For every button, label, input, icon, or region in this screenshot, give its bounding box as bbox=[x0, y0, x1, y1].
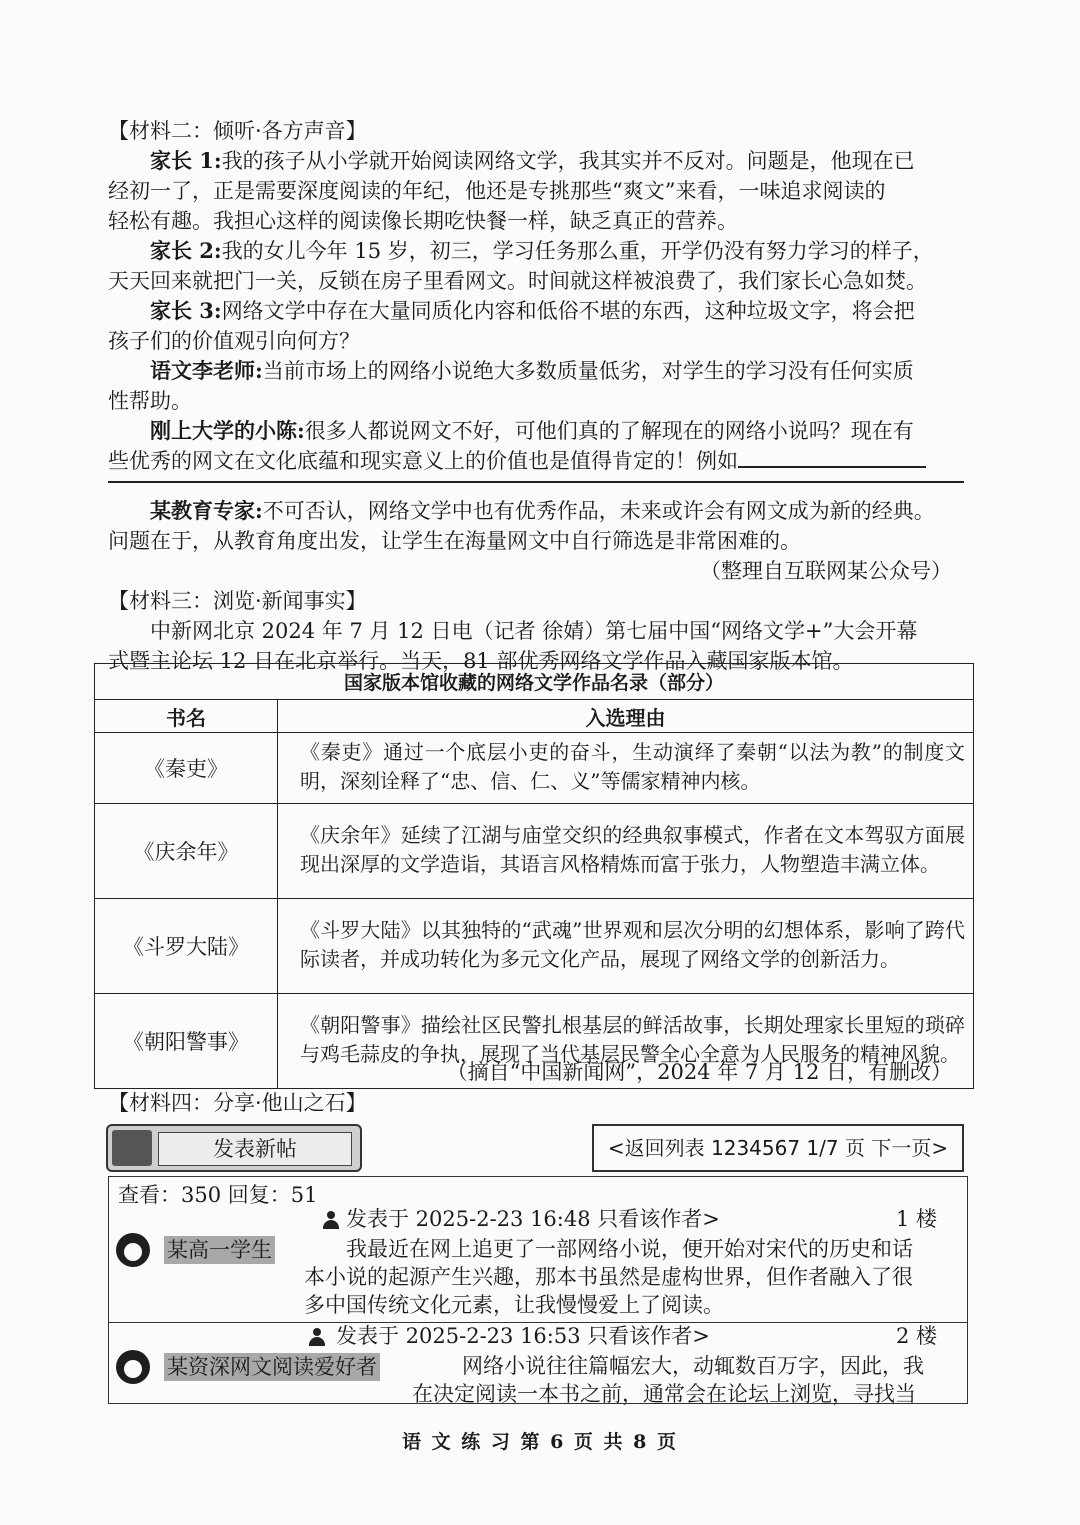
paragraph-text: 很多人都说网文不好，可他们真的了解现在的网络小说吗？现在有 bbox=[304, 419, 914, 443]
post1-line3: 多中国传统文化元素，让我慢慢爱上了阅读。 bbox=[304, 1293, 724, 1317]
teacher-line2: 性帮助。 bbox=[108, 389, 192, 413]
book-name: 《斗罗大陆》 bbox=[95, 899, 278, 994]
speaker-label: 家长 2: bbox=[150, 238, 222, 263]
book-reason: 《斗罗大陆》以其独特的“武魂”世界观和层次分明的幻想体系，影响了跨代际读者，并成功转化为多元文化产品，展现了网络文学的创新活力。 bbox=[278, 899, 974, 994]
paragraph-text: 些优秀的网文在文化底蕴和现实意义上的价值也是值得肯定的！例如 bbox=[108, 449, 738, 473]
speaker-label: 刚上大学的小陈: bbox=[150, 418, 305, 443]
new-post-label: 发表新帖 bbox=[158, 1132, 352, 1166]
table-row bbox=[95, 804, 974, 899]
student-line1 bbox=[150, 416, 914, 446]
column-header-name: 书名 bbox=[95, 700, 278, 733]
parent2-line2: 天天回来就把门一关，反锁在房子里看网文。时间就这样被浪费了，我们家长心急如焚。 bbox=[108, 269, 927, 293]
user-icon bbox=[308, 1328, 326, 1346]
paragraph-text: 当前市场上的网络小说绝大多数质量低劣，对学生的学习没有任何实质 bbox=[262, 359, 914, 383]
speaker-label: 家长 3: bbox=[150, 298, 222, 323]
pagination-bar[interactable]: <返回列表 1234567 1/7 页 下一页> bbox=[592, 1124, 964, 1172]
table-row bbox=[95, 899, 974, 994]
post1-meta[interactable]: 发表于 2025-2-23 16:48 只看该作者> bbox=[346, 1207, 720, 1231]
user-icon bbox=[322, 1211, 340, 1229]
paragraph-text: 我的女儿今年 15 岁，初三，学习任务那么重，开学仍没有努力学习的样子， bbox=[221, 239, 934, 263]
material4-heading: 【材料四：分享·他山之石】 bbox=[108, 1091, 367, 1115]
post2-line1: 网络小说往往篇幅宏大，动辄数百万字，因此，我 bbox=[462, 1354, 924, 1378]
book-name: 《朝阳警事》 bbox=[95, 994, 278, 1089]
post2-meta[interactable]: 发表于 2025-2-23 16:53 只看该作者> bbox=[336, 1324, 710, 1348]
new-post-button[interactable] bbox=[106, 1124, 362, 1172]
material2-heading: 【材料二：倾听·各方声音】 bbox=[108, 119, 367, 143]
parent1-line2: 经初一了，正是需要深度阅读的年纪，他还是专挑那些“爽文”来看，一味追求阅读的 bbox=[108, 179, 886, 203]
table-row bbox=[95, 733, 974, 804]
book-reason: 《庆余年》延续了江湖与庙堂交织的经典叙事模式，作者在文本驾驭方面展现出深厚的文学造诣，其语言风格精炼而富于张力，人物塑造丰满立体。 bbox=[278, 804, 974, 899]
table-title: 国家版本馆收藏的网络文学作品名录（部分） bbox=[95, 664, 974, 700]
post1-line2: 本小说的起源产生兴趣，那本书虽然是虚构世界，但作者融入了很 bbox=[304, 1265, 913, 1289]
parent1-line3: 轻松有趣。我担心这样的阅读像长期吃快餐一样，缺乏真正的营养。 bbox=[108, 209, 738, 233]
parent1-line1 bbox=[150, 146, 915, 176]
teacher-line1 bbox=[150, 356, 914, 386]
post1-line1: 我最近在网上追更了一部网络小说，便开始对宋代的历史和话 bbox=[346, 1237, 913, 1261]
book-reason: 《朝阳警事》描绘社区民警扎根基层的鲜活故事，长期处理家长里短的琐碎与鸡毛蒜皮的争执，展现了当代基层民警全心全意为人民服务的精神风貌。 bbox=[278, 994, 974, 1089]
book-name: 《秦吏》 bbox=[95, 733, 278, 804]
collection-table bbox=[94, 663, 974, 1089]
news-line1: 中新网北京 2024 年 7 月 12 日电（记者 徐婧）第七届中国“网络文学+”大会开幕 bbox=[150, 619, 918, 643]
answer-blank-line[interactable] bbox=[108, 481, 964, 483]
material3-source: （摘自“中国新闻网”，2024 年 7 月 12 日，有删改） bbox=[446, 1060, 952, 1084]
thread-stats: 查看：350 回复：51 bbox=[118, 1183, 318, 1207]
speaker-label: 语文李老师: bbox=[150, 358, 263, 383]
column-header-reason: 入选理由 bbox=[278, 700, 974, 733]
speaker-label: 家长 1: bbox=[150, 148, 222, 173]
news-line2: 式暨主论坛 12 日在北京举行。当天，81 部优秀网络文学作品入藏国家版本馆。 bbox=[108, 649, 854, 673]
material3-heading: 【材料三：浏览·新闻事实】 bbox=[108, 589, 367, 613]
answer-blank[interactable] bbox=[738, 446, 926, 468]
avatar bbox=[116, 1350, 150, 1384]
post2-line2: 在决定阅读一本书之前，通常会在论坛上浏览，寻找当 bbox=[412, 1382, 916, 1406]
book-reason: 《秦吏》通过一个底层小吏的奋斗，生动演绎了秦朝“以法为教”的制度文明，深刻诠释了“忠、信、仁、义”等儒家精神内核。 bbox=[278, 733, 974, 804]
page-footer: 语 文 练 习 第 6 页 共 8 页 bbox=[402, 1431, 678, 1453]
paragraph-text: 网络文学中存在大量同质化内容和低俗不堪的东西，这种垃圾文字，将会把 bbox=[221, 299, 915, 323]
material2-source: （整理自互联网某公众号） bbox=[700, 559, 952, 583]
parent2-line1 bbox=[150, 236, 934, 266]
paragraph-text: 我的孩子从小学就开始阅读网络文学，我其实并不反对。问题是，他现在已 bbox=[221, 149, 915, 173]
post1-username[interactable]: 某高一学生 bbox=[164, 1236, 275, 1264]
speaker-label: 某教育专家: bbox=[150, 498, 263, 523]
parent3-line1 bbox=[150, 296, 915, 326]
expert-line1 bbox=[150, 496, 935, 526]
parent3-line2: 孩子们的价值观引向何方？ bbox=[108, 329, 360, 353]
post2-username[interactable]: 某资深网文阅读爱好者 bbox=[164, 1353, 380, 1381]
student-line2 bbox=[108, 446, 926, 476]
book-name: 《庆余年》 bbox=[95, 804, 278, 899]
post1-floor: 1 楼 bbox=[896, 1207, 938, 1231]
edit-icon bbox=[112, 1130, 152, 1166]
avatar bbox=[116, 1233, 150, 1267]
post2-floor: 2 楼 bbox=[896, 1324, 938, 1348]
expert-line2: 问题在于，从教育角度出发，让学生在海量网文中自行筛选是非常困难的。 bbox=[108, 529, 801, 553]
paragraph-text: 不可否认，网络文学中也有优秀作品，未来或许会有网文成为新的经典。 bbox=[262, 499, 935, 523]
